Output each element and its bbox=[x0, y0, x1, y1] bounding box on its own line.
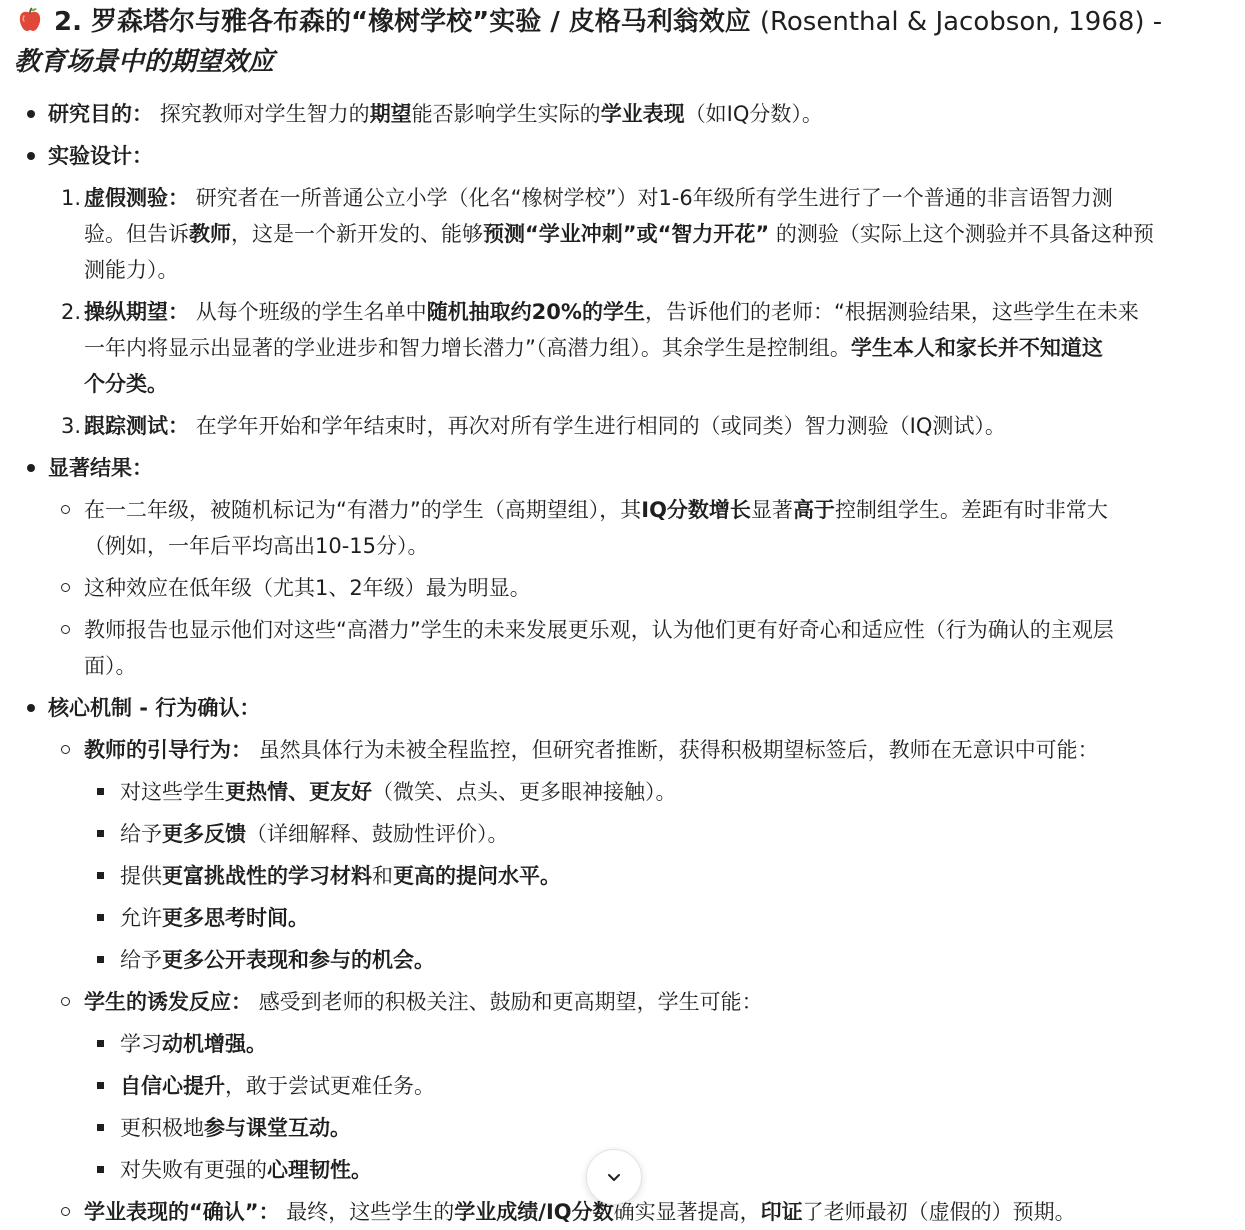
item-text: （例如，一年后平均高出10-15分）。 bbox=[84, 534, 429, 558]
apple-icon bbox=[16, 6, 44, 34]
item-text: 验。但告诉 bbox=[84, 222, 189, 246]
item-text: 的测验（实际上这个测验并不具备这种预 bbox=[775, 222, 1154, 246]
item-text: 给予 bbox=[120, 822, 162, 846]
item-label: 操纵期望： bbox=[84, 300, 189, 324]
item-text: 允许 bbox=[120, 906, 162, 930]
section-heading bbox=[14, 2, 1224, 82]
bullet-circle bbox=[61, 745, 70, 754]
item-text: 这种效应在低年级（尤其1、2年级）最为明显。 bbox=[84, 576, 531, 600]
item-text: ，告诉他们的老师：“根据测验结果，这些学生在未来 bbox=[644, 300, 1139, 324]
item-label: 学业表现的“确认”： bbox=[84, 1200, 280, 1224]
item-text: 感受到老师的积极关注、鼓励和更高期望，学生可能： bbox=[258, 990, 763, 1014]
item-text: ，这是一个新开发的、能够 bbox=[231, 222, 483, 246]
item-bold: 更多反馈 bbox=[162, 822, 246, 846]
item-text: ，敢于尝试更难任务。 bbox=[225, 1074, 435, 1098]
design-label: 实验设计： bbox=[48, 144, 153, 168]
item-text: 最终，这些学生的 bbox=[286, 1200, 455, 1224]
item-bold: 随机抽取约20%的学生 bbox=[426, 300, 645, 324]
bullet-square bbox=[97, 1166, 104, 1173]
item-label: 学生的诱发反应： bbox=[84, 990, 252, 1014]
item-text: 控制组学生。差距有时非常大 bbox=[834, 498, 1108, 522]
item-bold: 更富挑战性的学习材料 bbox=[162, 864, 372, 888]
bullet-circle bbox=[61, 1207, 70, 1216]
bullet-disc bbox=[27, 152, 35, 160]
item-bold: 学业成绩/IQ分数 bbox=[454, 1200, 614, 1224]
bullet-square bbox=[97, 872, 104, 879]
list-number: 2. bbox=[61, 300, 82, 324]
item-bold: 学生本人和家长并不知道这 bbox=[850, 336, 1103, 360]
item-text: 对失败有更强的 bbox=[120, 1158, 267, 1182]
bullet-square bbox=[97, 830, 104, 837]
purpose-bold: 期望 bbox=[369, 102, 412, 126]
list-number: 3. bbox=[61, 414, 82, 438]
purpose-text: 能否影响学生实际的 bbox=[411, 102, 601, 126]
item-bold: 个分类。 bbox=[84, 372, 168, 396]
item-text: （详细解释、鼓励性评价）。 bbox=[246, 822, 509, 846]
bullet-square bbox=[97, 956, 104, 963]
item-text: 在学年开始和学年结束时，再次对所有学生进行相同的（或同类）智力测验（IQ测试）。 bbox=[195, 414, 1006, 438]
item-bold: 参与课堂互动。 bbox=[204, 1116, 351, 1140]
chevron-down-icon bbox=[604, 1167, 624, 1187]
item-text: 学习 bbox=[120, 1032, 162, 1056]
item-text: 和 bbox=[372, 864, 393, 888]
scroll-down-button[interactable] bbox=[586, 1149, 642, 1205]
item-text: 测能力）。 bbox=[84, 258, 179, 282]
item-text: 了老师最初（虚假的）预期。 bbox=[802, 1200, 1076, 1224]
mechanism-label: 核心机制 - 行为确认： bbox=[48, 696, 261, 720]
bullet-square bbox=[97, 1082, 104, 1089]
bullet-circle bbox=[61, 997, 70, 1006]
item-bold: 更热情、更友好 bbox=[225, 780, 372, 804]
item-text: 提供 bbox=[120, 864, 162, 888]
item-label: 虚假测验： bbox=[84, 186, 189, 210]
item-bold: 预测“学业冲刺”或“智力开花” bbox=[483, 222, 770, 246]
purpose-bold: 学业表现 bbox=[600, 102, 685, 126]
bullet-circle bbox=[61, 583, 70, 592]
bullet-square bbox=[97, 1124, 104, 1131]
item-text: 显著 bbox=[750, 498, 793, 522]
heading-subtitle: 教育场景中的期望效应 bbox=[14, 47, 275, 77]
item-bold: 心理韧性。 bbox=[267, 1158, 372, 1182]
item-bold: IQ分数增长 bbox=[641, 498, 751, 522]
item-text: 更积极地 bbox=[120, 1116, 204, 1140]
item-bold: 高于 bbox=[792, 498, 835, 522]
item-text: 面）。 bbox=[84, 654, 137, 678]
item-text: 对这些学生 bbox=[120, 780, 225, 804]
item-bold: 更高的提问水平。 bbox=[393, 864, 561, 888]
item-text: （微笑、点头、更多眼神接触）。 bbox=[372, 780, 677, 804]
item-bold: 印证 bbox=[760, 1200, 803, 1224]
item-bold: 教师 bbox=[189, 222, 231, 246]
bullet-square bbox=[97, 914, 104, 921]
bullet-disc bbox=[27, 110, 35, 118]
heading-title-latin: (Rosenthal & Jacobson, 1968) - bbox=[759, 7, 1163, 37]
purpose-text: （如IQ分数）。 bbox=[684, 102, 823, 126]
heading-title: 2. 罗森塔尔与雅各布森的“橡树学校”实验 / 皮格马利翁效应 bbox=[54, 7, 760, 37]
item-text: 给予 bbox=[120, 948, 162, 972]
bullet-disc bbox=[27, 704, 35, 712]
purpose-text: 探究教师对学生智力的 bbox=[159, 102, 370, 126]
bullet-square bbox=[97, 788, 104, 795]
item-text: 虽然具体行为未被全程监控，但研究者推断，获得积极期望标签后，教师在无意识中可能： bbox=[258, 738, 1099, 762]
item-text: 研究者在一所普通公立小学（化名“橡树学校”）对1-6年级所有学生进行了一个普通的非言语智力测 bbox=[195, 186, 1113, 210]
item-bold: 更多公开表现和参与的机会。 bbox=[162, 948, 435, 972]
list-number: 1. bbox=[61, 186, 82, 210]
item-text: 确实显著提高， bbox=[613, 1200, 761, 1224]
item-text: 一年内将显示出显著的学业进步和智力增长潜力”（高潜力组）。其余学生是控制组。 bbox=[84, 336, 851, 360]
bullet-square bbox=[97, 1040, 104, 1047]
bullet-circle bbox=[61, 505, 70, 514]
item-text: 教师报告也显示他们对这些“高潜力”学生的未来发展更乐观，认为他们更有好奇心和适应性（行为确认的主观层 bbox=[84, 618, 1114, 642]
bullet-disc bbox=[27, 464, 35, 472]
item-text: 从每个班级的学生名单中 bbox=[195, 300, 427, 324]
item-bold: 动机增强。 bbox=[162, 1032, 267, 1056]
item-bold: 更多思考时间。 bbox=[162, 906, 309, 930]
bullet-circle bbox=[61, 625, 70, 634]
item-text: 在一二年级，被随机标记为“有潜力”的学生（高期望组），其 bbox=[84, 498, 642, 522]
item-bold: 自信心提升 bbox=[120, 1074, 225, 1098]
results-label: 显著结果： bbox=[48, 456, 153, 480]
purpose-label: 研究目的： bbox=[48, 102, 153, 126]
item-label: 教师的引导行为： bbox=[84, 738, 252, 762]
item-label: 跟踪测试： bbox=[84, 414, 189, 438]
